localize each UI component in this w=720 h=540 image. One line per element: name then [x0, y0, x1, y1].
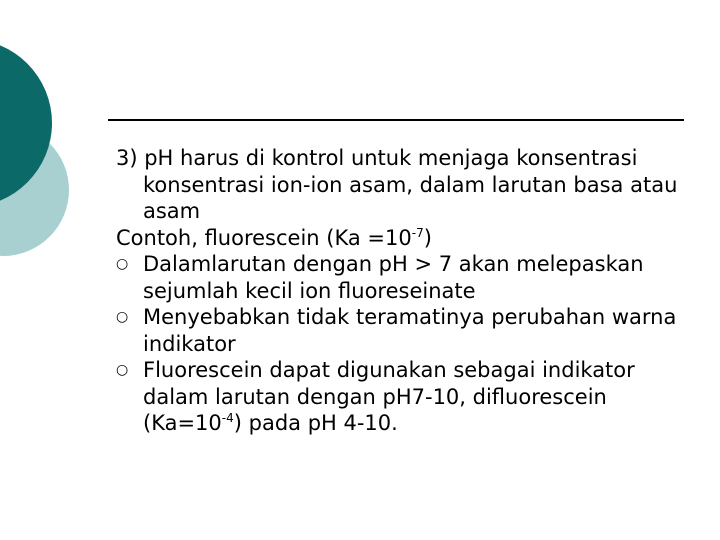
example-close: ) — [423, 225, 432, 250]
example-text: Contoh, fluorescein (Ka =10 — [116, 225, 412, 250]
slide-body — [116, 145, 696, 437]
bullet-circle-icon: ○ — [116, 362, 129, 378]
point-ph-control: 3) pH harus di kontrol untuk menjaga konsentrasi konsentrasi ion-ion asam, dalam larutan basa atau asam — [116, 146, 678, 223]
bullet-circle-icon: ○ — [116, 309, 129, 325]
bullet-text: Dalamlarutan dengan pH > 7 akan melepaskan sejumlah kecil ion fluoreseinate — [143, 252, 644, 303]
bullet-text: Menyebabkan tidak teramatinya perubahan warna indikator — [143, 305, 677, 356]
bullet-item — [116, 251, 696, 304]
title-divider — [108, 119, 684, 121]
example-fluorescein — [116, 225, 696, 252]
bullet-circle-icon: ○ — [116, 256, 129, 272]
teal-circles-decoration — [0, 0, 120, 300]
ka-exponent: -7 — [411, 225, 424, 240]
bullet-item — [116, 304, 696, 357]
bullet-text-part: Fluorescein dapat digunakan sebagai indikator dalam larutan dengan pH7-10, difluorescein (Ka=10 — [143, 358, 635, 435]
bullet-text — [143, 358, 635, 435]
ka-exponent: -4 — [221, 411, 234, 425]
bullet-text-part: ) pada pH 4-10. — [233, 411, 398, 435]
bullet-item — [116, 357, 696, 437]
